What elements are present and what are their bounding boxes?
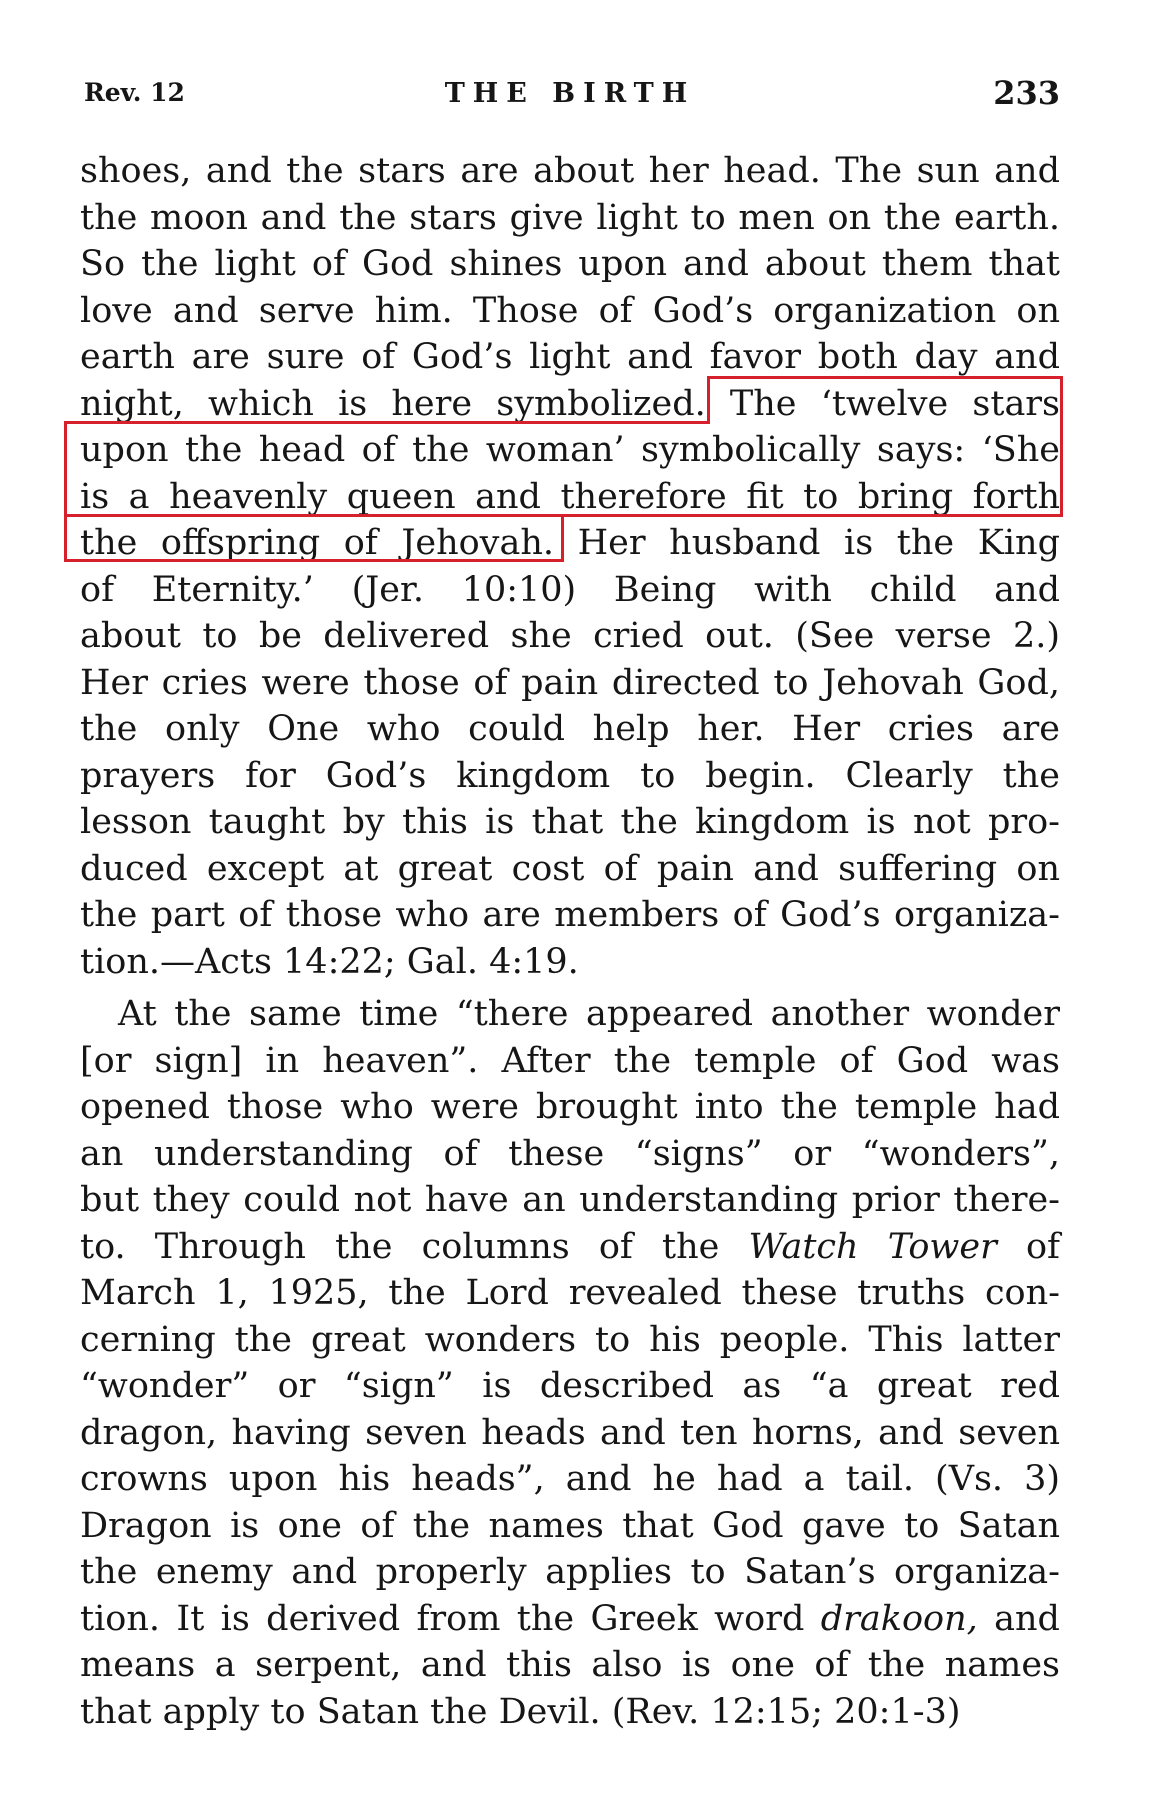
text-line: March 1, 1925, the Lord revealed these truths con- — [80, 1273, 1060, 1313]
text-line: Dragon is one of the names that God gave to Satan — [80, 1505, 1060, 1546]
text-line: but they could not have an understanding prior there- — [80, 1180, 1060, 1220]
text-line: lesson taught by this is that the kingdom is not pro- — [80, 802, 1060, 842]
text-line: of Eternity.’ (Jer. 10:10) Being with child and — [80, 569, 1060, 610]
text-line: an understanding of these “signs” or “wonders”, — [80, 1133, 1060, 1174]
text-line: [or sign] in heaven”. After the temple of God was — [80, 1040, 1060, 1081]
text-line: the part of those who are members of God’s organiza- — [80, 895, 1060, 935]
text-line: the offspring of Jehovah. Her husband is the King — [80, 523, 1060, 563]
text-line: about to be delivered she cried out. (See verse 2.) — [80, 616, 1060, 656]
text-line: dragon, having seven heads and ten horns, and seven — [80, 1412, 1060, 1453]
text-line: the moon and the stars give light to men on the earth. — [80, 197, 1060, 238]
paragraph-2 — [80, 991, 1060, 1735]
text-line: shoes, and the stars are about her head. The sun and — [80, 151, 1060, 191]
text-line: crowns upon his heads”, and he had a tail. (Vs. 3) — [80, 1459, 1060, 1499]
text-run: tion. It is derived from the Greek word — [80, 1598, 805, 1639]
text-line: tion.—Acts 14:22; Gal. 4:19. — [80, 941, 579, 982]
text-line: earth are sure of God’s light and favor both day and — [80, 337, 1060, 377]
text-line: is a heavenly queen and therefore fit to bring forth — [80, 476, 1060, 517]
text-run: to. Through the columns of the — [80, 1226, 720, 1267]
text-line: that apply to Satan the Devil. (Rev. 12:15; 20:1-3) — [80, 1691, 961, 1732]
text-line — [80, 1596, 1060, 1643]
text-line: the only One who could help her. Her cries are — [80, 709, 1060, 749]
text-line: So the light of God shines upon and about them that — [80, 244, 1060, 284]
text-line: the enemy and properly applies to Satan’s organiza- — [80, 1552, 1060, 1592]
text-line: At the same time “there appeared another wonder — [118, 994, 1060, 1034]
page-body — [80, 148, 1060, 1735]
text-line: “wonder” or “sign” is described as “a great red — [80, 1366, 1060, 1406]
italic-title-watch-tower: Watch Tower — [748, 1226, 997, 1267]
text-line: Her cries were those of pain directed to Jehovah God, — [80, 662, 1060, 703]
running-header — [80, 72, 1060, 118]
text-line: opened those who were brought into the temple had — [80, 1087, 1060, 1127]
running-title: THE BIRTH — [444, 78, 696, 109]
text-line: cerning the great wonders to his people. This latter — [80, 1319, 1060, 1360]
text-line — [80, 1224, 1060, 1271]
chapter-reference: Rev. 12 — [84, 78, 185, 107]
paragraph-1 — [80, 148, 1060, 985]
text-line: love and serve him. Those of God’s organization on — [80, 290, 1060, 331]
text-run: of — [1025, 1226, 1060, 1267]
text-line: means a serpent, and this also is one of the names — [80, 1645, 1060, 1685]
text-line: night, which is here symbolized. The ‘twelve stars — [80, 383, 1060, 424]
italic-word-drakoon: drakoon, — [820, 1598, 978, 1639]
text-line: upon the head of the woman’ symbolically says: ‘She — [80, 430, 1060, 470]
page-number: 233 — [993, 74, 1060, 112]
text-line: prayers for God’s kingdom to begin. Clearly the — [80, 755, 1060, 796]
text-run: and — [994, 1598, 1060, 1639]
text-line: duced except at great cost of pain and suffering on — [80, 848, 1060, 889]
